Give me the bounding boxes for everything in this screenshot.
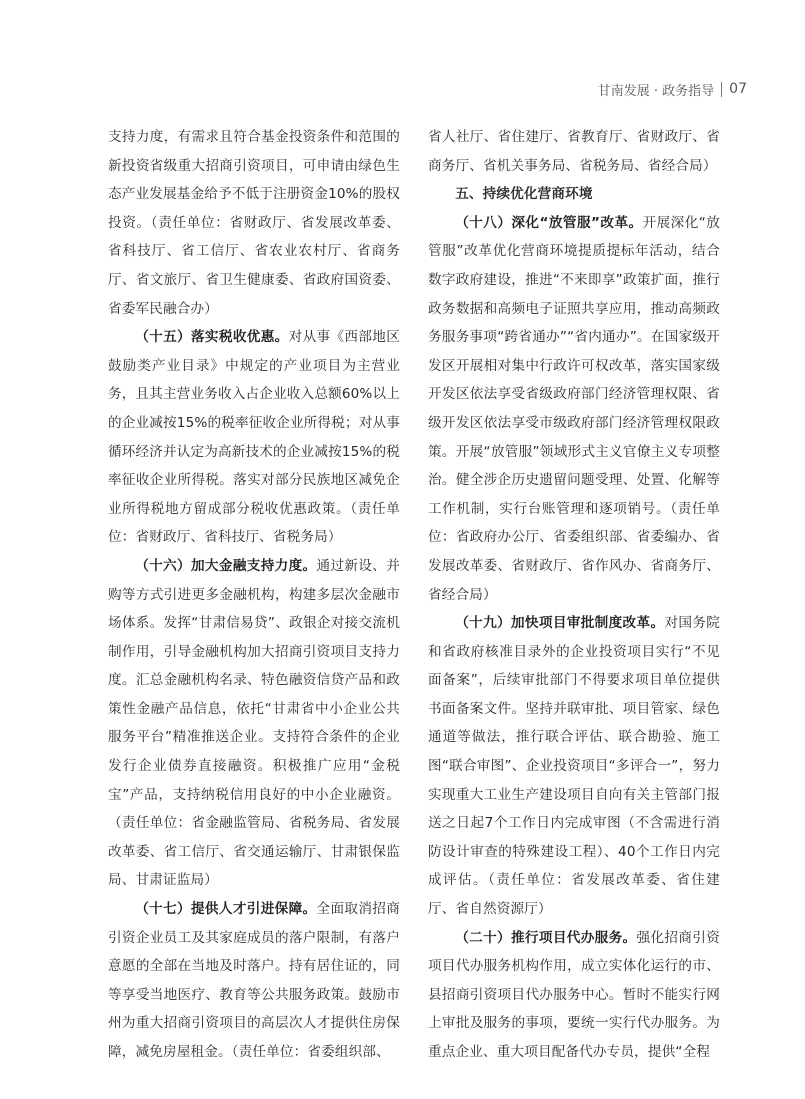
- item-heading: （十五）落实税收优惠。: [135, 329, 289, 346]
- paragraph-text: 全面取消招商引资企业员工及其家庭成员的落户限制，有落户意愿的全部在当地及时落户。持有居住证的，同等享受当地医疗、教育等公共服务政策。鼓励市州为重大招商引资项目的高层次人才提供住房保障，减免房屋租金。（责任单位：省委组织部、: [108, 901, 400, 1060]
- paragraph-text: 通过新设、并购等方式引进更多金融机构，构建多层次金融市场体系。发挥“甘肃信易贷”、政银企对接交流机制作用，引导金融机构加大招商引资项目支持力度。汇总金融机构名录、特色融资信贷产品和政策性金融产品信息，依托“甘肃省中小企业公共服务平台”精准推送企业。支持符合条件的企业发行企业债券直接融资。积极推广应用“金税宝”产品，支持纳税信用良好的中小企业融资。（责任单位：省金融监管局、省税务局、省发展改革委、省工信厅、省交通运输厅、甘肃银保监局、甘肃证监局）: [108, 557, 400, 889]
- paragraph: [108, 552, 400, 895]
- item-heading: （二十）推行项目代办服务。: [455, 929, 637, 946]
- paragraph: [428, 123, 720, 180]
- paragraph: [108, 123, 400, 323]
- section-title: 五、持续优化营商环境: [455, 186, 593, 203]
- paragraph-text: 支持力度，有需求且符合基金投资条件和范围的新投资省级重大招商引资项目，可申请由绿色生态产业发展基金给予不低于注册资金10%的股权投资。（责任单位：省财政厅、省发展改革委、省科技厅、省工信厅、省农业农村厅、省商务厅、省文旅厅、省卫生健康委、省政府国资委、省委军民融合办）: [108, 129, 400, 317]
- page-header: [598, 79, 747, 99]
- paragraph: [428, 209, 720, 609]
- right-column: [428, 123, 720, 1067]
- paragraph-text: 对从事《西部地区鼓励类产业目录》中规定的产业项目为主营业务，且其主营业务收入占企业收入总额60%以上的企业减按15%的税率征收企业所得税；对从事循环经济并认定为高新技术的企业减按15%的税率征收企业所得税。落实对部分民族地区减免企业所得税地方留成部分税收优惠政策。（责任单位：省财政厅、省科技厅、省税务局）: [108, 329, 401, 546]
- header-title: 甘南发展 · 政务指导: [597, 83, 715, 99]
- item-heading: （十八）深化“放管服”改革。: [455, 214, 643, 231]
- paragraph-text: 对国务院和省政府核准目录外的企业投资项目实行“不见面备案”，后续审批部门不得要求项目单位提供书面备案文件。坚持并联审批、项目管家、绿色通道等做法，推行联合评估、联合勘验、施工图“联合审图”、企业投资项目“多评合一”，努力实现重大工业生产建设项目自向有关主管部门报送之日起7个工作日内完成审图（不含需进行消防设计审查的特殊建设工程）、40个工作日内完成评估。（责任单位：省发展改革委、省住建厅、省自然资源厅）: [428, 615, 720, 918]
- paragraph: [108, 323, 400, 552]
- item-heading: （十九）加快项目审批制度改革。: [455, 615, 665, 632]
- header-divider: [721, 82, 722, 97]
- item-heading: （十七）提供人才引进保障。: [135, 901, 317, 918]
- paragraph-text: 开展深化“放管服”改革优化营商环境提质提标年活动，结合数字政府建设，推进“不来即享”政策扩面，推行政务数据和高频电子证照共享应用，推动高频政务服务事项“跨省通办”“省内通办”。在国家级开发区开展相对集中行政许可权改革，落实国家级开发区依法享受省级政府部门经济管理权限、省级开发区依法享受市级政府部门经济管理权限政策。开展“放管服”领域形式主义官僚主义专项整治。健全涉企历史遗留问题受理、处置、化解等工作机制，实行台账管理和逐项销号。（责任单位：省政府办公厅、省委组织部、省委编办、省发展改革委、省财政厅、省作风办、省商务厅、省经合局）: [428, 214, 720, 603]
- left-column: [108, 123, 400, 1067]
- page-number: 07: [729, 81, 747, 97]
- paragraph-text: 省人社厅、省住建厅、省教育厅、省财政厅、省商务厅、省机关事务局、省税务局、省经合局）: [428, 129, 720, 174]
- paragraph: [108, 895, 400, 1067]
- paragraph-text: 强化招商引资项目代办服务机构作用，成立实体化运行的市、县招商引资项目代办服务中心。暂时不能实行网上审批及服务的事项，要统一实行代办服务。为重点企业、重大项目配备代办专员，提供“全程: [428, 929, 720, 1060]
- item-heading: （十六）加大金融支持力度。: [135, 557, 317, 574]
- paragraph: [428, 924, 720, 1067]
- paragraph: [428, 609, 720, 924]
